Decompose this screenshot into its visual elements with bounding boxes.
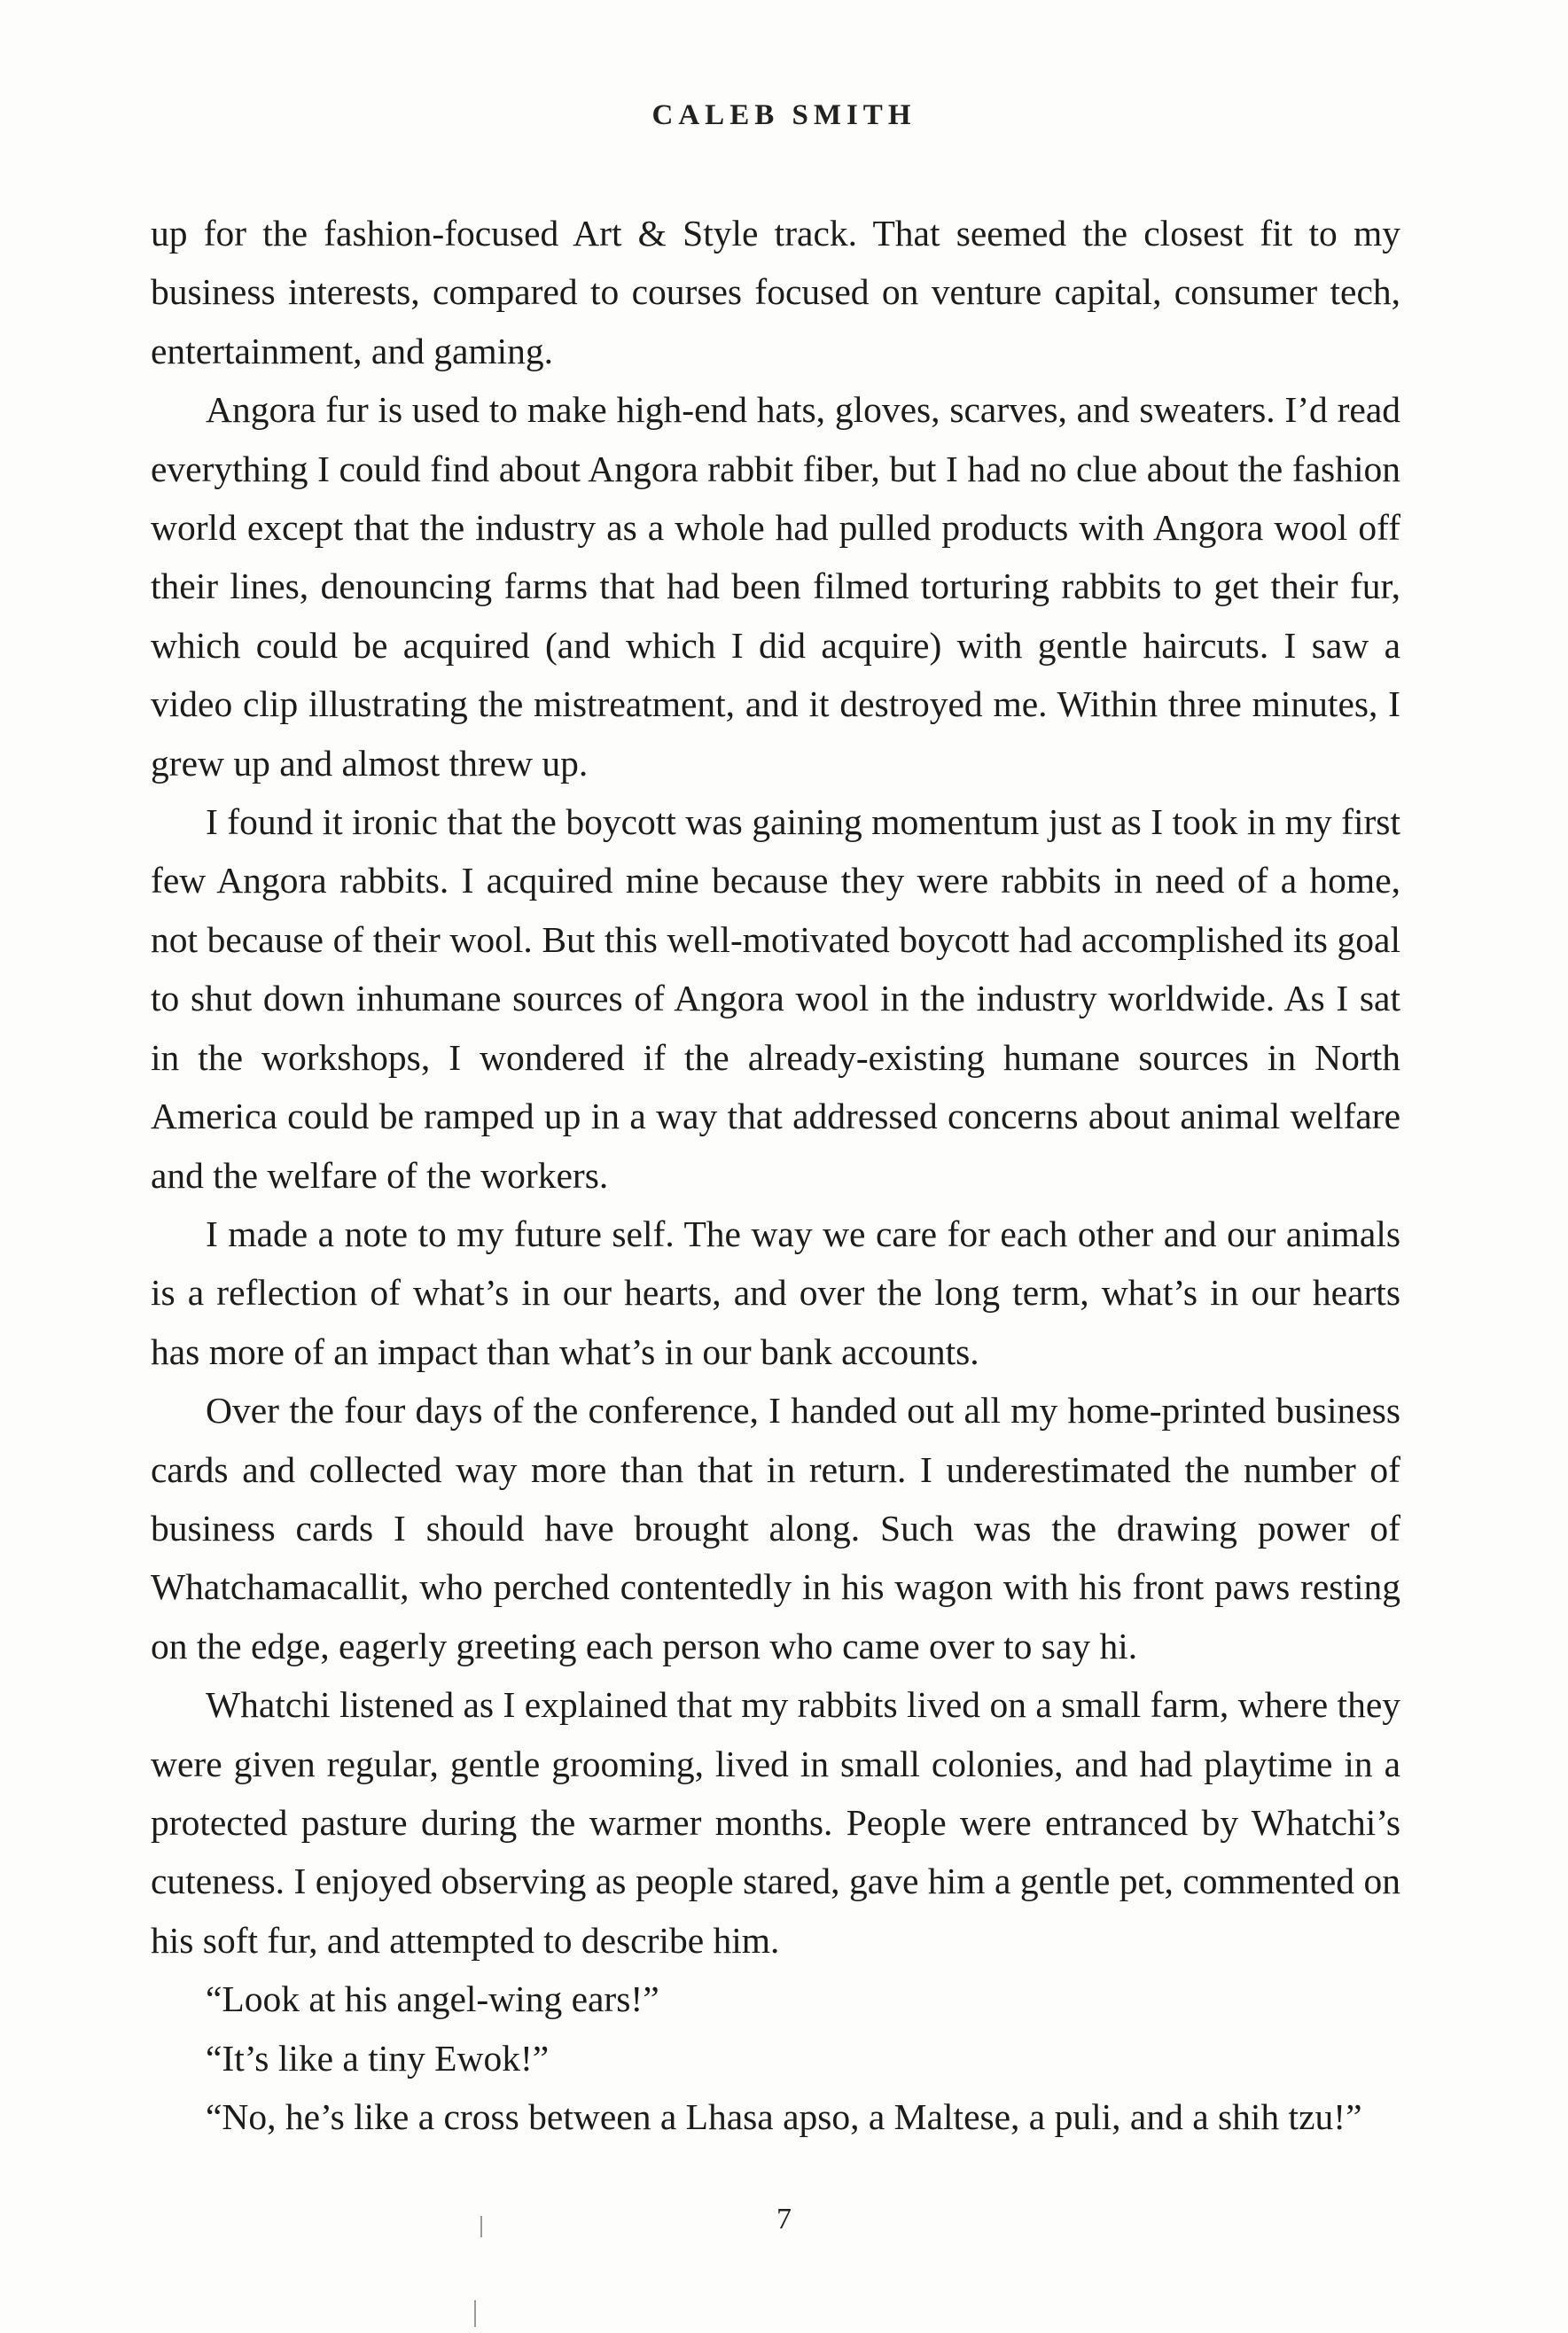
paragraph-4: I made a note to my future self. The way we care for each other and our animals is a reflection of what’s in our hearts, and over the long term, what’s in our hearts has more of an impact than what’s in our bank accounts. <box>151 1213 1400 1372</box>
dialogue-line-1: “Look at his angel-wing ears!” <box>206 1978 659 2020</box>
page-number: 7 <box>776 2203 792 2235</box>
paragraph-6: Whatchi listened as I explained that my rabbits lived on a small farm, where they were given regular, gentle grooming, lived in small colonies, and had playtime in a protected pasture during the warmer months. People were entranced by Whatchi’s cuteness. I enjoyed observing as people stared, gave him a gentle pet, commented on his soft fur, and attempted to describe him. <box>151 1684 1400 1961</box>
scan-artifact-mark <box>480 2216 482 2237</box>
paragraph-3: I found it ironic that the boycott was gaining momentum just as I took in my first few Angora rabbits. I acquired mine because they were rabbits in need of a home, not because of their wool. But this well-motivated boycott had accomplished its goal to shut down inhumane sources of Angora wool in the industry worldwide. As I sat in the workshops, I wondered if the already-existing humane sources in North America could be ramped up in a way that addressed concerns about animal welfare and the welfare of the workers. <box>151 801 1400 1196</box>
paragraph-5: Over the four days of the conference, I handed out all my home-printed business cards and collected way more than that in return. I underestimated the number of business cards I should have brought along. Such was the drawing power of Whatchamacallit, who perched contentedly in his wagon with his front paws resting on the edge, eagerly greeting each person who came over to say hi. <box>151 1390 1400 1666</box>
paragraph-2: Angora fur is used to make high-end hats, gloves, scarves, and sweaters. I’d read everything I could find about Angora rabbit fiber, but I had no clue about the fashion world except that the industry as a whole had pulled products with Angora wool off their lines, denouncing farms that had been filmed torturing rabbits to get their fur, which could be acquired (and which I did acquire) with gentle haircuts. I saw a video clip illustrating the mistreatment, and it destroyed me. Within three minutes, I grew up and almost threw up. <box>151 389 1400 784</box>
scan-artifact-mark <box>474 2300 476 2327</box>
dialogue-line-2: “It’s like a tiny Ewok!” <box>206 2037 550 2079</box>
running-head: CALEB SMITH <box>651 99 917 131</box>
dialogue-line-3: “No, he’s like a cross between a Lhasa apso, a Maltese, a puli, and a shih tzu!” <box>206 2096 1362 2137</box>
body-text <box>151 204 1400 2146</box>
paragraph-1: up for the fashion-focused Art & Style track. That seemed the closest fit to my business interests, compared to courses focused on venture capital, consumer tech, entertainment, and gaming. <box>151 213 1400 371</box>
